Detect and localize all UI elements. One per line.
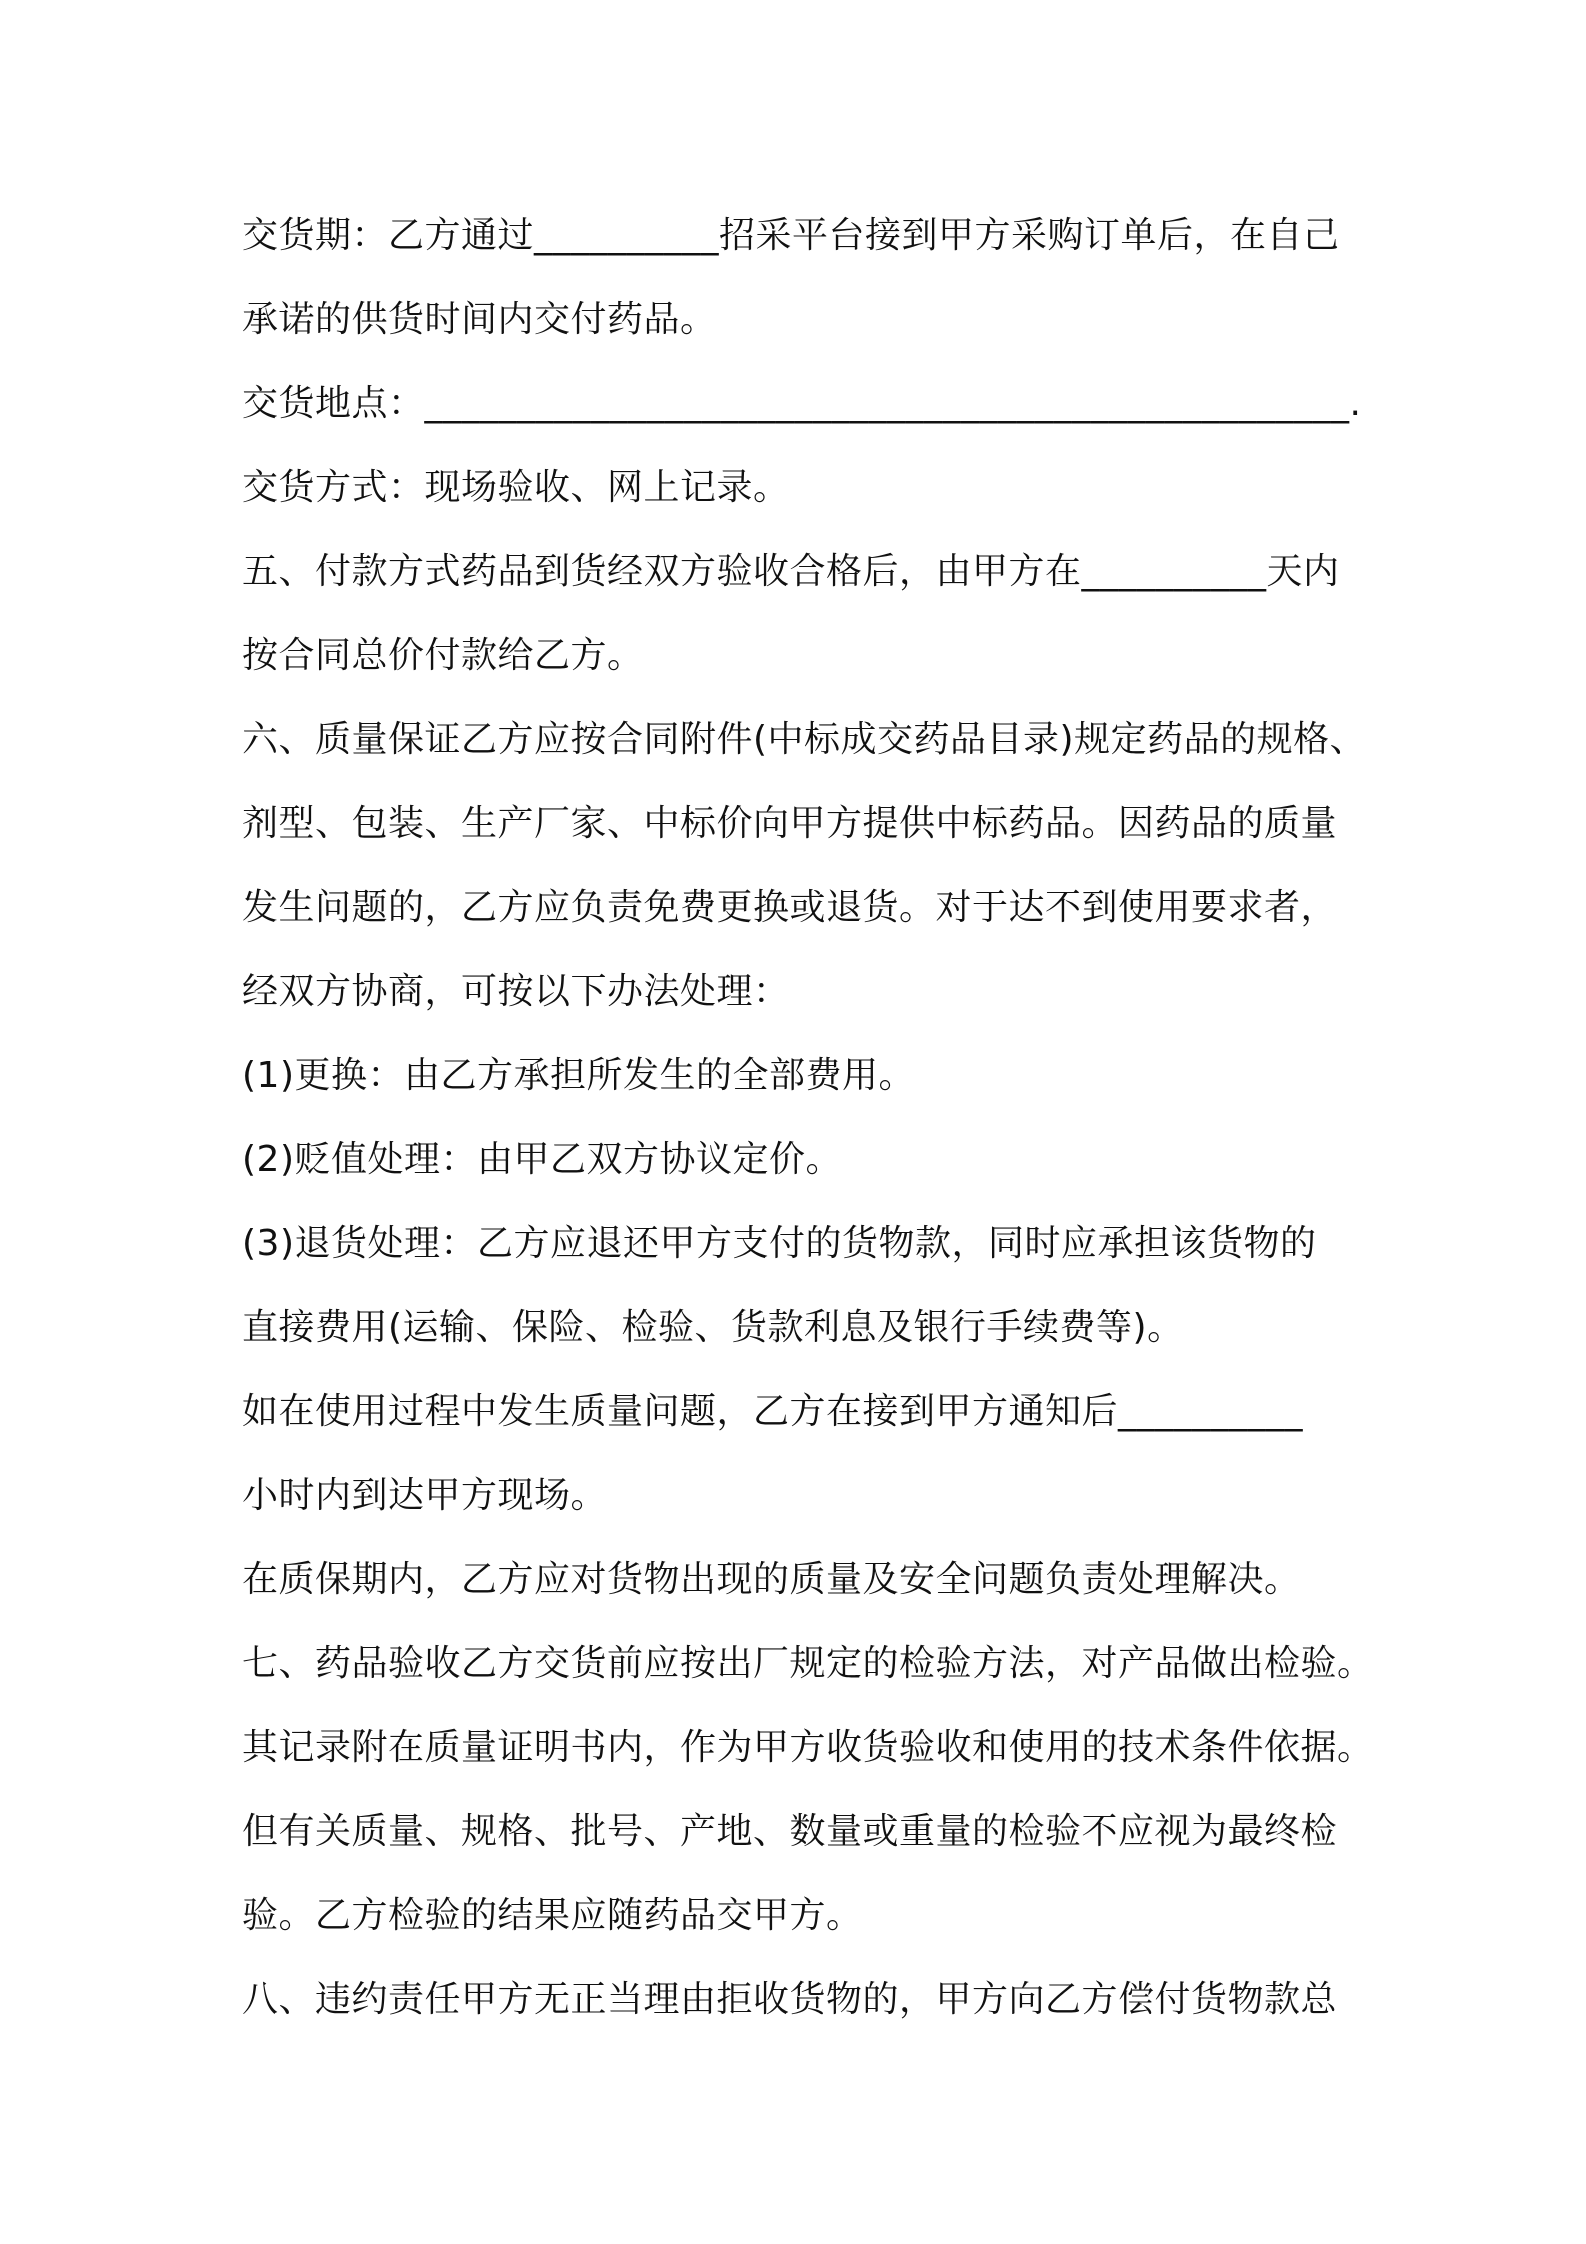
text-line: 发生问题的，乙方应负责免费更换或退货。对于达不到使用要求者， [242, 887, 1338, 928]
text-line: 直接费用(运输、保险、检验、货款利息及银行手续费等)。 [242, 1307, 1184, 1348]
text-line: 小时内到达甲方现场。 [242, 1475, 608, 1516]
text-line: 在质保期内，乙方应对货物出现的质量及安全问题负责处理解决。 [242, 1559, 1301, 1600]
text-line: 如在使用过程中发生质量问题，乙方在接到甲方通知后__________ [242, 1391, 1304, 1432]
text-line: (1)更换：由乙方承担所发生的全部费用。 [242, 1055, 915, 1096]
text-line: 五、付款方式药品到货经双方验收合格后，由甲方在__________天内 [242, 551, 1340, 592]
text-line: 七、药品验收乙方交货前应按出厂规定的检验方法，对产品做出检验。 [242, 1643, 1374, 1684]
text-line: 交货地点：__________________________________________________. [242, 383, 1362, 424]
text-line: 八、违约责任甲方无正当理由拒收货物的，甲方向乙方偿付货物款总 [242, 1979, 1338, 2020]
text-line: 剂型、包装、生产厂家、中标价向甲方提供中标药品。因药品的质量 [242, 803, 1338, 844]
text-line: 经双方协商，可按以下办法处理： [242, 971, 790, 1012]
contract-text-body [242, 194, 1382, 2042]
text-line: 承诺的供货时间内交付药品。 [242, 299, 717, 340]
text-line: 验。乙方检验的结果应随药品交甲方。 [242, 1895, 863, 1936]
text-line: (2)贬值处理：由甲乙双方协议定价。 [242, 1139, 842, 1180]
text-line: 交货期：乙方通过__________招采平台接到甲方采购订单后，在自己 [242, 215, 1340, 256]
text-line: 六、质量保证乙方应按合同附件(中标成交药品目录)规定药品的规格、 [242, 719, 1367, 760]
text-line: 交货方式：现场验收、网上记录。 [242, 467, 790, 508]
text-line: 其记录附在质量证明书内，作为甲方收货验收和使用的技术条件依据。 [242, 1727, 1374, 1768]
text-line: (3)退货处理：乙方应退还甲方支付的货物款，同时应承担该货物的 [242, 1223, 1317, 1264]
text-line: 按合同总价付款给乙方。 [242, 635, 644, 676]
text-line: 但有关质量、规格、批号、产地、数量或重量的检验不应视为最终检 [242, 1811, 1338, 1852]
